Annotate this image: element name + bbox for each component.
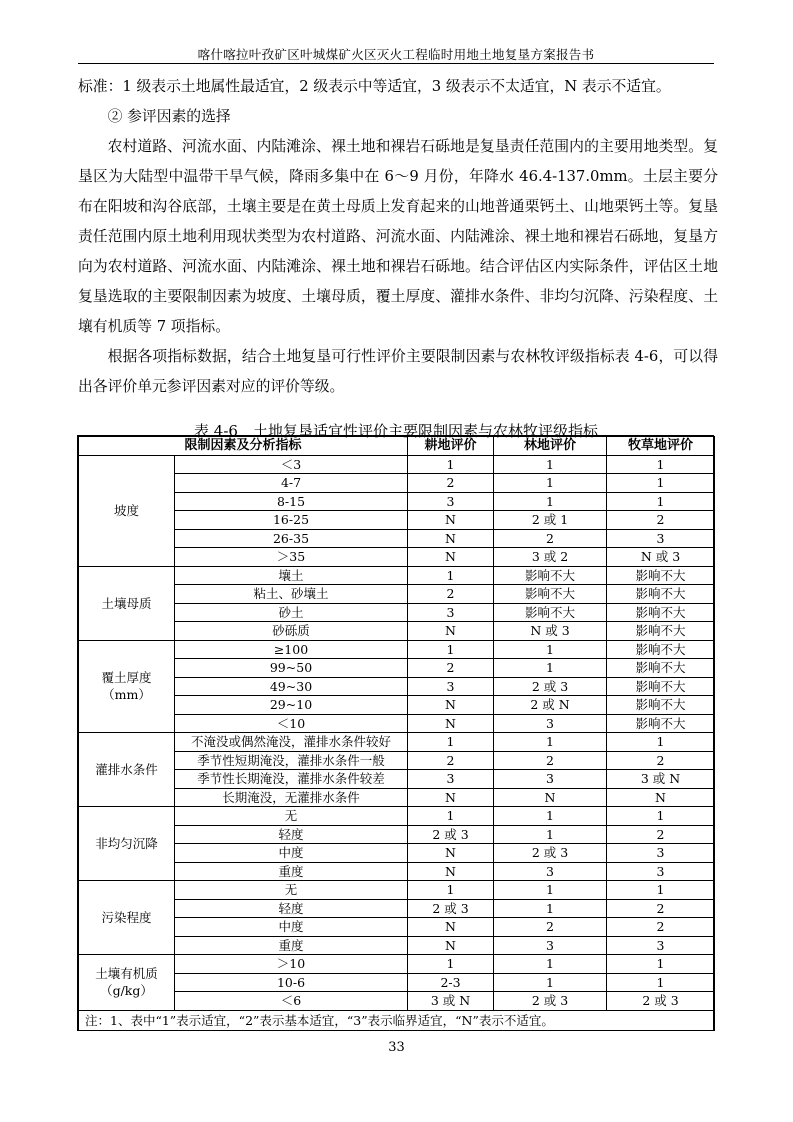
factor-group-cell xyxy=(79,807,175,881)
factor-group-cell xyxy=(79,640,175,733)
farm-grade-cell: 3 xyxy=(408,677,494,696)
farm-grade-cell: N xyxy=(408,862,494,881)
indicator-cell: 重度 xyxy=(175,936,408,955)
indicator-cell: 29~10 xyxy=(175,696,408,715)
indicator-cell: 轻度 xyxy=(175,899,408,918)
table-row xyxy=(79,844,715,863)
indicator-cell: 无 xyxy=(175,807,408,826)
pasture-grade-cell: 1 xyxy=(607,474,715,493)
table-row xyxy=(79,640,715,659)
farm-grade-cell: 2 xyxy=(408,659,494,678)
forest-grade-cell: 影响不大 xyxy=(494,603,607,622)
pasture-grade-cell: N 或 3 xyxy=(607,548,715,567)
header-farm: 耕地评价 xyxy=(408,437,494,456)
table-body xyxy=(79,455,715,1010)
paragraph-evaluation-result: 根据各项指标数据，结合土地复垦可行性评价主要限制因素与农林牧评级指标表 4-6，可以得出各评价单元参评因素对应的评价等级。 xyxy=(78,348,718,395)
farm-grade-cell: 1 xyxy=(408,881,494,900)
table-row xyxy=(79,566,715,585)
paragraph-factor-selection: 农村道路、河流水面、内陆滩涂、裸土地和裸岩石砾地是复垦责任范围内的主要用地类型。复垦区为大陆型中温带干旱气候，降雨多集中在 6～9 月份，年降水 46.4-137.0mm。土层主要分布在阳坡和沟谷底部，土壤主要是在黄土母质上发育起来的山地普通栗钙土、山地栗钙土等。复垦责任范围内原土地利用现状类型为农村道路、河流水面、内陆滩涂、裸土地和裸岩石砾地，复垦方向为农村道路、河流水面、内陆滩涂、裸土地和裸岩石砾地。结合评估区内实际条件，评估区土地复垦选取的主要限制因素为坡度、土壤母质，覆土厚度、灌排水条件、非均匀沉降、污染程度、土壤有机质等 7 项指标。 xyxy=(78,138,718,335)
pasture-grade-cell: 1 xyxy=(607,492,715,511)
forest-grade-cell: 2 xyxy=(494,918,607,937)
indicator-cell: 16-25 xyxy=(175,511,408,530)
indicator-cell: 季节性短期淹没，灌排水条件一般 xyxy=(175,751,408,770)
forest-grade-cell: N xyxy=(494,788,607,807)
forest-grade-cell: 1 xyxy=(494,825,607,844)
forest-grade-cell: 1 xyxy=(494,474,607,493)
farm-grade-cell: 1 xyxy=(408,955,494,974)
table-row xyxy=(79,936,715,955)
indicator-cell: 49~30 xyxy=(175,677,408,696)
factor-unit: （mm） xyxy=(102,687,151,703)
pasture-grade-cell: 影响不大 xyxy=(607,696,715,715)
farm-grade-cell: 1 xyxy=(408,640,494,659)
indicator-cell: ＞10 xyxy=(175,955,408,974)
indicator-cell: 重度 xyxy=(175,862,408,881)
header-pasture: 牧草地评价 xyxy=(607,437,715,456)
page-number: 33 xyxy=(388,1040,405,1055)
table-row xyxy=(79,603,715,622)
farm-grade-cell: N xyxy=(408,918,494,937)
farm-grade-cell: 1 xyxy=(408,566,494,585)
table-row xyxy=(79,881,715,900)
factor-unit: （g/kg） xyxy=(100,983,153,999)
indicator-cell: 10-6 xyxy=(175,973,408,992)
forest-grade-cell: 1 xyxy=(494,659,607,678)
subsection-heading: ② 参评因素的选择 xyxy=(107,108,231,125)
pasture-grade-cell: 影响不大 xyxy=(607,622,715,641)
farm-grade-cell: 2-3 xyxy=(408,973,494,992)
forest-grade-cell: 3 或 2 xyxy=(494,548,607,567)
farm-grade-cell: N xyxy=(408,714,494,733)
pasture-grade-cell: 3 xyxy=(607,862,715,881)
pasture-grade-cell: 2 xyxy=(607,825,715,844)
table-row xyxy=(79,659,715,678)
pasture-grade-cell: 2 或 3 xyxy=(607,992,715,1011)
factor-name: 灌排水条件 xyxy=(95,762,158,777)
farm-grade-cell: 1 xyxy=(408,455,494,474)
pasture-grade-cell: 影响不大 xyxy=(607,659,715,678)
table-header-row xyxy=(79,437,715,456)
pasture-grade-cell: 2 xyxy=(607,511,715,530)
indicator-cell: 4-7 xyxy=(175,474,408,493)
indicator-cell: ≥100 xyxy=(175,640,408,659)
farm-grade-cell: 1 xyxy=(408,733,494,752)
forest-grade-cell: 1 xyxy=(494,733,607,752)
table-caption: 表 4-6 土地复垦适宜性评价主要限制因素与农林牧评级指标 xyxy=(194,422,598,440)
farm-grade-cell: 3 xyxy=(408,770,494,789)
indicator-cell: 壤土 xyxy=(175,566,408,585)
indicator-cell: ＜10 xyxy=(175,714,408,733)
farm-grade-cell: 3 xyxy=(408,492,494,511)
table-row xyxy=(79,714,715,733)
table-row xyxy=(79,918,715,937)
forest-grade-cell: 3 xyxy=(494,862,607,881)
pasture-grade-cell: 影响不大 xyxy=(607,714,715,733)
indicator-cell: 中度 xyxy=(175,844,408,863)
forest-grade-cell: 影响不大 xyxy=(494,585,607,604)
evaluation-table xyxy=(78,436,715,1031)
indicator-cell: 99~50 xyxy=(175,659,408,678)
forest-grade-cell: 3 xyxy=(494,936,607,955)
table-row xyxy=(79,955,715,974)
table-row xyxy=(79,696,715,715)
farm-grade-cell: 2 或 3 xyxy=(408,825,494,844)
table-row xyxy=(79,677,715,696)
farm-grade-cell: 1 xyxy=(408,807,494,826)
header-factor: 限制因素及分析指标 xyxy=(79,437,408,456)
table-row xyxy=(79,788,715,807)
factor-group-cell xyxy=(79,733,175,807)
indicator-cell: ＜6 xyxy=(175,992,408,1011)
indicator-cell: 季节性长期淹没，灌排水条件较差 xyxy=(175,770,408,789)
paragraph-grading-standard: 标准：1 级表示土地属性最适宜，2 级表示中等适宜，3 级表示不太适宜，N 表示不适宜。 xyxy=(78,78,671,95)
forest-grade-cell: 3 xyxy=(494,770,607,789)
farm-grade-cell: N xyxy=(408,936,494,955)
farm-grade-cell: 2 xyxy=(408,751,494,770)
factor-name: 土壤有机质 xyxy=(95,966,158,982)
indicator-cell: 粘土、砂壤土 xyxy=(175,585,408,604)
table-row xyxy=(79,474,715,493)
farm-grade-cell: 2 xyxy=(408,474,494,493)
forest-grade-cell: 2 或 N xyxy=(494,696,607,715)
running-header: 喀什喀拉叶孜矿区叶城煤矿火区灭火工程临时用地土地复垦方案报告书 xyxy=(197,47,595,62)
table-row xyxy=(79,733,715,752)
indicator-cell: 8-15 xyxy=(175,492,408,511)
forest-grade-cell: 2 或 3 xyxy=(494,844,607,863)
farm-grade-cell: N xyxy=(408,696,494,715)
forest-grade-cell: 1 xyxy=(494,881,607,900)
pasture-grade-cell: 3 xyxy=(607,936,715,955)
pasture-grade-cell: 1 xyxy=(607,881,715,900)
farm-grade-cell: N xyxy=(408,511,494,530)
forest-grade-cell: 2 或 3 xyxy=(494,992,607,1011)
forest-grade-cell: 1 xyxy=(494,807,607,826)
factor-name: 土壤母质 xyxy=(101,595,152,611)
pasture-grade-cell: 1 xyxy=(607,807,715,826)
indicator-cell: 砂砾质 xyxy=(175,622,408,641)
header-rule xyxy=(78,63,714,64)
pasture-grade-cell: 影响不大 xyxy=(607,603,715,622)
forest-grade-cell: 2 或 1 xyxy=(494,511,607,530)
forest-grade-cell: 影响不大 xyxy=(494,566,607,585)
factor-name: 覆土厚度 xyxy=(101,670,152,686)
farm-grade-cell: N xyxy=(408,529,494,548)
farm-grade-cell: 2 xyxy=(408,585,494,604)
table-row xyxy=(79,992,715,1011)
farm-grade-cell: N xyxy=(408,844,494,863)
factor-group-cell xyxy=(79,955,175,1011)
forest-grade-cell: 1 xyxy=(494,492,607,511)
body-text xyxy=(78,72,718,402)
factor-name: 非均匀沉降 xyxy=(95,836,158,851)
forest-grade-cell: 1 xyxy=(494,455,607,474)
table-row xyxy=(79,511,715,530)
table-row xyxy=(79,825,715,844)
table-row xyxy=(79,899,715,918)
farm-grade-cell: N xyxy=(408,622,494,641)
pasture-grade-cell: N xyxy=(607,788,715,807)
pasture-grade-cell: 3 xyxy=(607,844,715,863)
pasture-grade-cell: 2 xyxy=(607,918,715,937)
forest-grade-cell: 1 xyxy=(494,973,607,992)
farm-grade-cell: N xyxy=(408,548,494,567)
forest-grade-cell: N 或 3 xyxy=(494,622,607,641)
pasture-grade-cell: 影响不大 xyxy=(607,585,715,604)
factor-name: 坡度 xyxy=(113,503,139,518)
forest-grade-cell: 3 xyxy=(494,714,607,733)
pasture-grade-cell: 1 xyxy=(607,955,715,974)
pasture-grade-cell: 2 xyxy=(607,751,715,770)
factor-group-cell xyxy=(79,566,175,640)
indicator-cell: ＜3 xyxy=(175,455,408,474)
forest-grade-cell: 1 xyxy=(494,640,607,659)
table-row xyxy=(79,751,715,770)
farm-grade-cell: 3 或 N xyxy=(408,992,494,1011)
table-row xyxy=(79,529,715,548)
table-row xyxy=(79,585,715,604)
table-row xyxy=(79,455,715,474)
table-row xyxy=(79,862,715,881)
indicator-cell: 26-35 xyxy=(175,529,408,548)
table-row xyxy=(79,973,715,992)
pasture-grade-cell: 影响不大 xyxy=(607,677,715,696)
pasture-grade-cell: 3 xyxy=(607,529,715,548)
header-forest: 林地评价 xyxy=(494,437,607,456)
pasture-grade-cell: 1 xyxy=(607,455,715,474)
pasture-grade-cell: 1 xyxy=(607,973,715,992)
table-row xyxy=(79,770,715,789)
forest-grade-cell: 1 xyxy=(494,955,607,974)
pasture-grade-cell: 影响不大 xyxy=(607,566,715,585)
forest-grade-cell: 2 或 3 xyxy=(494,677,607,696)
table-note: 注：1、表中“1”表示适宜，“2”表示基本适宜，“3”表示临界适宜，“N”表示不适宜。 xyxy=(79,1010,715,1030)
table-note-row xyxy=(79,1010,715,1030)
indicator-cell: 中度 xyxy=(175,918,408,937)
pasture-grade-cell: 影响不大 xyxy=(607,640,715,659)
pasture-grade-cell: 3 或 N xyxy=(607,770,715,789)
indicator-cell: 长期淹没，无灌排水条件 xyxy=(175,788,408,807)
indicator-cell: 不淹没或偶然淹没，灌排水条件较好 xyxy=(175,733,408,752)
indicator-cell: ＞35 xyxy=(175,548,408,567)
farm-grade-cell: 2 或 3 xyxy=(408,899,494,918)
forest-grade-cell: 2 xyxy=(494,529,607,548)
pasture-grade-cell: 1 xyxy=(607,733,715,752)
table-row xyxy=(79,492,715,511)
table-row xyxy=(79,548,715,567)
factor-group-cell xyxy=(79,881,175,955)
table-row xyxy=(79,622,715,641)
farm-grade-cell: 3 xyxy=(408,603,494,622)
indicator-cell: 轻度 xyxy=(175,825,408,844)
factor-group-cell xyxy=(79,455,175,566)
pasture-grade-cell: 2 xyxy=(607,899,715,918)
indicator-cell: 砂土 xyxy=(175,603,408,622)
forest-grade-cell: 1 xyxy=(494,899,607,918)
table-row xyxy=(79,807,715,826)
farm-grade-cell: N xyxy=(408,788,494,807)
factor-name: 污染程度 xyxy=(101,910,152,925)
forest-grade-cell: 2 xyxy=(494,751,607,770)
indicator-cell: 无 xyxy=(175,881,408,900)
